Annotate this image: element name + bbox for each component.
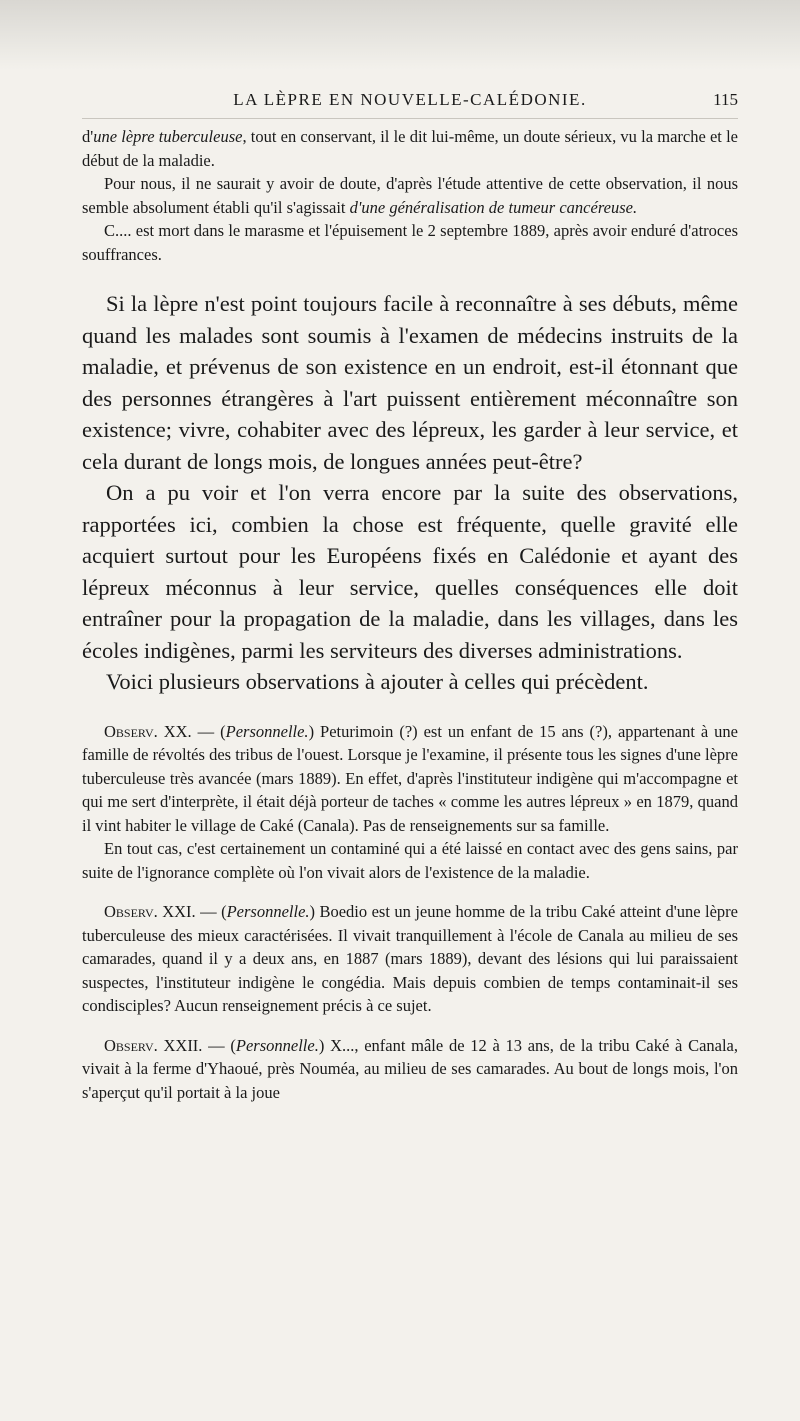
observation-text: X..., enfant mâle de 12 à 13 ans, de la tribu Caké à Canala, vivait à la ferme d'Yhaoué, près Nouméa, au milieu de ses camarades. Au bout de longs mois, l'on s'aperçut qu'il portait à la joue [82,1035,739,1102]
observation-xx [82,720,738,885]
observation-close: ) [318,1035,331,1055]
intro-paragraph-1 [82,125,738,172]
intro-p2-emphasis: d'une généralisation de tumeur cancéreuse. [349,197,638,217]
observation-xx-paragraph [82,720,738,838]
observation-source: Personnelle. [235,1035,319,1055]
intro-p2-pre: Pour nous, il ne saurait y avoir de doute, d'après l'étude attentive de cette observation, il nous semble absolument établi qu'il s'agissait [82,174,738,217]
observation-text: Boedio est un jeune homme de la tribu Caké atteint d'une lèpre tuberculeuse des mieux caractérisées. Il vivait tranquillement à l'école de Canala au milieu de ses camarades, quand il y a deux ans, en 1887 (mars 1889), devant des lésions qui lui paraissaient suspectes, l'instituteur indigène le congédia. Mais depuis combien de temps contaminait-il ses condisciples? Aucun renseignement précis à ce sujet. [82,902,738,1015]
observation-xxi-paragraph [82,900,738,1018]
observation-text: Peturimoin (?) est un enfant de 15 ans (?), appartenant à une famille de révoltés des tribus de l'ouest. Lorsque je l'examine, il présente tous les signes d'une lèpre tuberculeuse très avancée (mars 1889). En effet, d'après l'instituteur indigène qui m'accompagne et qui me sert d'interprète, il était déjà porteur de taches « comme les autres lépreux » en 1879, quand il vint habiter le village de Caké (Canala). Pas de renseignements sur sa famille. [82,721,738,835]
body-paragraph-2: On a pu voir et l'on verra encore par la suite des observations, rapportées ici, combien la chose est fréquente, quelle gravité elle acquiert surtout pour les Européens fixés en Calédonie et ayant des lépreux méconnus à leur service, quelles conséquences elle doit entraîner pour la propagation de la maladie, dans les villages, dans les écoles indigènes, parmi les serviteurs des diverses administrations. [82,480,738,663]
body-paragraph-1: Si la lèpre n'est point toujours facile à reconnaître à ses débuts, même quand les malades sont soumis à l'examen de médecins instruits de la maladie, et prévenus de son existence en un endroit, est-il étonnant que des personnes étrangères à l'art puissent entièrement méconnaître son existence; vivre, cohabiter avec des lépreux, les garder à leur service, et cela durant de longs mois, de longues années peut-être? [82,291,738,474]
intro-paragraph-2 [82,172,738,219]
observation-label: Observ. XXI. [104,902,196,921]
intro-section [82,125,738,266]
observation-close: ) [308,721,321,741]
observation-xxii-paragraph [82,1034,738,1105]
page-number: 115 [713,90,738,109]
observation-dash: — ( [191,721,226,741]
running-header [82,84,738,119]
observation-dash: — ( [195,902,227,921]
observation-label: Observ. XXII. [104,1035,203,1055]
main-text-section [82,288,738,698]
observation-xxi [82,900,738,1018]
intro-p1-emphasis: une lèpre tuberculeuse [93,127,243,146]
observation-xx-followup: En tout cas, c'est certainement un contaminé qui a été laissé en contact avec des gens sains, par suite de l'ignorance complète où l'on vivait alors de l'existence de la maladie. [82,839,738,882]
intro-p1-pre: d' [82,127,94,146]
observation-dash: — ( [202,1035,236,1055]
observation-label: Observ. XX. [104,721,192,741]
body-paragraph-3: Voici plusieurs observations à ajouter à celles qui précèdent. [106,669,649,694]
observation-xxii [82,1034,738,1105]
observation-source: Personnelle. [225,721,309,741]
book-page [82,84,738,1104]
scan-edge-shading [0,0,800,70]
observation-close: ) [309,902,320,921]
intro-paragraph-3: C.... est mort dans le marasme et l'épuisement le 2 septembre 1889, après avoir enduré d'atroces souffrances. [82,221,738,264]
running-title: LA LÈPRE EN NOUVELLE-CALÉDONIE. [233,90,587,109]
intro-p1-post: , tout en conservant, il le dit lui-même, un doute sérieux, vu la marche et le début de la maladie. [82,127,738,170]
observation-source: Personnelle. [226,902,310,921]
